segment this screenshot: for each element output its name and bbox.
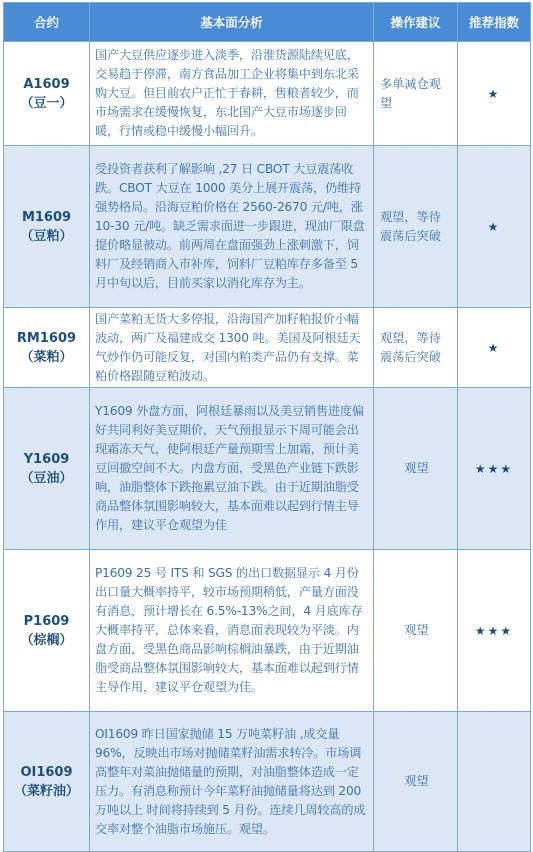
header-rating: 推荐指数	[458, 3, 531, 42]
rating-stars: ★	[458, 308, 531, 388]
contract-name: （菜粕）	[20, 349, 73, 365]
contract-name: （菜籽油）	[13, 783, 79, 799]
rating-stars: ★★★	[458, 388, 531, 550]
contract-name: （豆一）	[20, 95, 73, 111]
contract-cell	[4, 308, 90, 388]
contract-code: OI1609	[20, 764, 73, 780]
advice-cell: 观望	[374, 712, 458, 852]
advice-cell: 观望	[374, 550, 458, 712]
analysis-cell: 国产大豆供应逐步进入淡季，沿淮货源陆续见底，交易趋于停滞，南方食品加工企业将集中到东北采购大豆。但目前农户正忙于春耕，售粮者较少，而市场需求在缓慢恢复，东北国产大豆市场逐步回暖，行情或稳中缓慢小幅回升。	[90, 42, 374, 146]
table-header-row	[4, 3, 531, 42]
contract-cell	[4, 146, 90, 308]
contract-cell	[4, 712, 90, 852]
contract-code: P1609	[23, 613, 70, 629]
rating-stars: ★★★	[458, 550, 531, 712]
contract-code: M1609	[21, 209, 72, 225]
rating-stars	[458, 712, 531, 852]
analysis-cell: 受投资者获利了解影响 ,27 日 CBOT 大豆震荡收跌。CBOT 大豆在 1000 美分上展开震荡，仍维持强势格局。沿海豆粕价格在 2560-2670 元/吨，涨 10-30 元/吨。缺乏需求面进一步跟进，现油厂限盘提价略显被动。前两周在盘面强劲上涨刺激下，饲料厂及经销商入市补库，饲料厂豆粕库存多备至 5 月中旬以后，目前买家以消化库存为主。	[90, 146, 374, 308]
contract-code: Y1609	[23, 451, 70, 467]
table-row	[4, 42, 531, 146]
contract-code: RM1609	[16, 330, 77, 346]
table-row	[4, 308, 531, 388]
analysis-cell: OI1609 昨日国家抛储 15 万吨菜籽油 ,成交量 96%，反映出市场对抛储菜籽油需求转冷。市场调高整年对菜油抛储量的预期，对油脂整体造成一定压力。有消息称预计今年菜籽油抛储量将达到 200 万吨以上 时间将持续到 5 月份。连续几周较高的成交率对整个油脂市场施压。观望。	[90, 712, 374, 852]
header-advice: 操作建议	[374, 3, 458, 42]
contract-name: （豆粕）	[20, 228, 73, 244]
rating-stars: ★	[458, 42, 531, 146]
advice-cell: 观望，等待震荡后突破	[374, 146, 458, 308]
futures-analysis-table	[3, 2, 531, 852]
contract-cell	[4, 42, 90, 146]
analysis-cell: 国产菜粕无货大多停报，沿海国产加籽粕报价小幅波动，两广及福建成交 1300 吨。美国及阿根廷天气炒作仍可能反复，对国内粕类产品仍有支撑。菜粕价格跟随豆粕波动。	[90, 308, 374, 388]
analysis-cell: P1609 25 号 ITS 和 SGS 的出口数据显示 4 月份出口量大概率持平，较市场预期稍低，产量方面没有消息，预计增长在 6.5%-13%之间，4 月底库存大概率持平，总体来看，消息面表现较为平淡。内盘方面，受黑色商品影响棕榈油暴跌，由于近期油脂受商品整体氛围影响较大，基本面难以起到行情主导作用，建议平仓观望为佳。	[90, 550, 374, 712]
table-row	[4, 550, 531, 712]
table-row	[4, 146, 531, 308]
contract-name: （豆油）	[20, 470, 73, 486]
advice-cell: 观望	[374, 388, 458, 550]
contract-cell	[4, 388, 90, 550]
table-row	[4, 712, 531, 852]
rating-stars: ★	[458, 146, 531, 308]
contract-name: （棕榈）	[20, 632, 73, 648]
header-analysis: 基本面分析	[90, 3, 374, 42]
contract-code: A1609	[23, 76, 70, 92]
advice-cell: 多单减仓观望	[374, 42, 458, 146]
analysis-cell: Y1609 外盘方面，阿根廷暴雨以及美豆销售进度偏好共同利好美豆期价，天气预报显示下周可能会出现霜冻天气，使阿根廷产量预期雪上加霜，预计美豆回撤空间不大。内盘方面，受黑色产业链下跌影响，油脂整体下跌拖累豆油下跌。由于近期油脂受商品整体氛围影响较大，基本面难以起到行情主导作用，建议平仓观望为佳	[90, 388, 374, 550]
contract-cell	[4, 550, 90, 712]
advice-cell: 观望，等待震荡后突破	[374, 308, 458, 388]
table-row	[4, 388, 531, 550]
header-contract: 合约	[4, 3, 90, 42]
